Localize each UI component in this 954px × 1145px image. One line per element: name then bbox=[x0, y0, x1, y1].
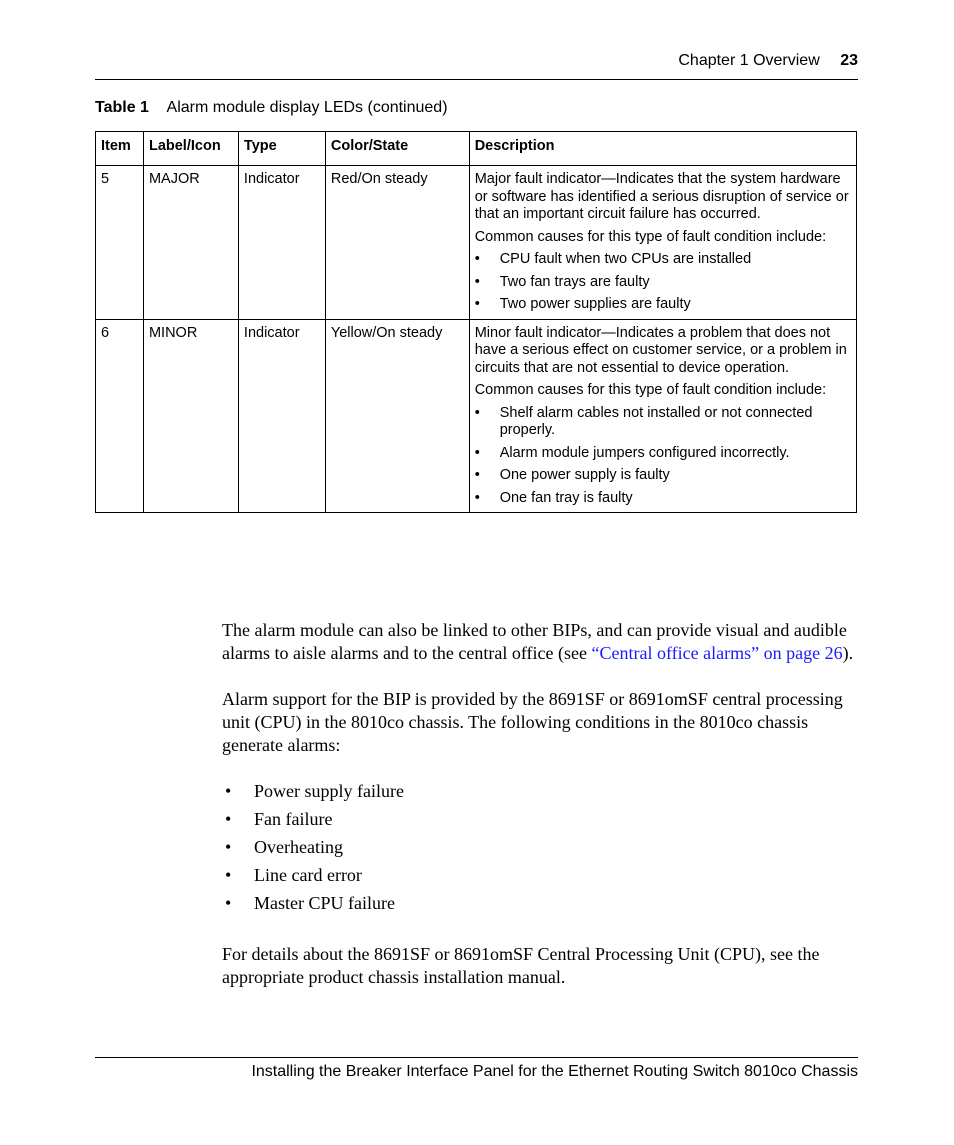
cell-description bbox=[469, 319, 856, 513]
list-item bbox=[475, 274, 852, 292]
body-text bbox=[222, 619, 862, 989]
causes-intro: Common causes for this type of fault condition include: bbox=[474, 228, 827, 245]
table-caption-label: Table 1 bbox=[95, 99, 149, 116]
footer-text: Installing the Breaker Interface Panel for the Ethernet Routing Switch 8010co Chassis bbox=[251, 1063, 858, 1080]
bullet: • bbox=[474, 444, 480, 461]
causes-list bbox=[475, 405, 852, 508]
cell-label: MINOR bbox=[143, 319, 238, 513]
bullet: • bbox=[225, 781, 232, 801]
list-item bbox=[475, 405, 852, 440]
cell-type: Indicator bbox=[238, 166, 325, 320]
list-item bbox=[475, 296, 852, 314]
paragraph: For details about the 8691SF or 8691omSF Central Processing Unit (CPU), see the appropriate product chassis installation manual. bbox=[222, 944, 820, 987]
cell-type: Indicator bbox=[238, 319, 325, 513]
list-item bbox=[222, 836, 862, 864]
condition-text: Master CPU failure bbox=[254, 893, 395, 913]
condition-text: Overheating bbox=[254, 837, 343, 857]
bullet: • bbox=[225, 837, 232, 857]
list-item bbox=[222, 808, 862, 836]
cause-text: Two fan trays are faulty bbox=[499, 273, 650, 290]
cross-reference-link[interactable]: “Central office alarms” on page 26 bbox=[591, 643, 843, 663]
bullet: • bbox=[474, 296, 480, 312]
alarm-led-table bbox=[95, 131, 857, 513]
cause-text: CPU fault when two CPUs are installed bbox=[499, 251, 752, 267]
cause-text: One power supply is faulty bbox=[499, 467, 670, 483]
table-caption-title: Alarm module display LEDs (continued) bbox=[166, 99, 448, 116]
list-item bbox=[475, 251, 852, 269]
cause-text: One fan tray is faulty bbox=[499, 489, 633, 506]
description-text: Major fault indicator—Indicates that the system hardware or software has identified a serious disruption of service or that an important circuit failure has occurred. bbox=[474, 171, 849, 222]
cause-text: Two power supplies are faulty bbox=[499, 296, 691, 312]
bullet: • bbox=[474, 273, 480, 290]
table-row bbox=[96, 319, 857, 513]
bullet: • bbox=[225, 809, 232, 829]
list-item bbox=[222, 892, 862, 920]
causes-intro: Common causes for this type of fault condition include: bbox=[474, 382, 827, 398]
list-item bbox=[475, 445, 852, 463]
bullet: • bbox=[474, 251, 480, 267]
column-header-label: Label/Icon bbox=[143, 132, 238, 166]
cause-text: Alarm module jumpers configured incorrectly. bbox=[499, 444, 790, 461]
causes-list bbox=[475, 251, 852, 314]
column-header-color-state: Color/State bbox=[325, 132, 469, 166]
chapter-title: Chapter 1 Overview bbox=[678, 52, 820, 69]
cell-item: 5 bbox=[96, 166, 144, 320]
condition-text: Fan failure bbox=[254, 809, 333, 829]
header-right bbox=[678, 52, 858, 70]
bullet: • bbox=[474, 489, 480, 506]
bullet: • bbox=[225, 865, 232, 885]
condition-text: Power supply failure bbox=[254, 781, 404, 801]
condition-text: Line card error bbox=[254, 865, 362, 885]
alarm-conditions-list bbox=[222, 780, 862, 920]
bullet: • bbox=[474, 404, 480, 421]
description-text: Minor fault indicator—Indicates a problem that does not have a serious effect on customer service, or a problem in circuits that are not essential to device operation. bbox=[474, 324, 847, 376]
cell-item: 6 bbox=[96, 319, 144, 513]
paragraph-text: ). bbox=[842, 643, 854, 663]
paragraph bbox=[222, 619, 862, 665]
cause-text: Shelf alarm cables not installed or not connected properly. bbox=[499, 404, 813, 438]
table-caption bbox=[95, 99, 448, 117]
column-header-type: Type bbox=[238, 132, 325, 166]
list-item bbox=[222, 780, 862, 808]
cell-color-state: Yellow/On steady bbox=[325, 319, 469, 513]
cell-color-state: Red/On steady bbox=[325, 166, 469, 320]
cell-label: MAJOR bbox=[143, 166, 238, 320]
page-header bbox=[95, 50, 858, 80]
list-item bbox=[475, 467, 852, 485]
bullet: • bbox=[225, 893, 232, 913]
paragraph: Alarm support for the BIP is provided by the 8691SF or 8691omSF central processing unit (CPU) in the 8010co chassis. The following conditions in the 8010co chassis generate alarms: bbox=[222, 689, 843, 755]
paragraph-text: The alarm module can also be linked to other BIPs, and can provide visual and audible alarms to aisle alarms and to the central office (see bbox=[222, 620, 847, 663]
bullet: • bbox=[474, 467, 480, 483]
column-header-description: Description bbox=[469, 132, 856, 166]
column-header-item: Item bbox=[96, 132, 144, 166]
page-footer bbox=[95, 1057, 858, 1080]
list-item bbox=[475, 490, 852, 508]
list-item bbox=[222, 864, 862, 892]
table-row bbox=[96, 166, 857, 320]
page-number: 23 bbox=[840, 52, 858, 69]
table-header-row bbox=[96, 132, 857, 166]
cell-description bbox=[469, 166, 856, 320]
